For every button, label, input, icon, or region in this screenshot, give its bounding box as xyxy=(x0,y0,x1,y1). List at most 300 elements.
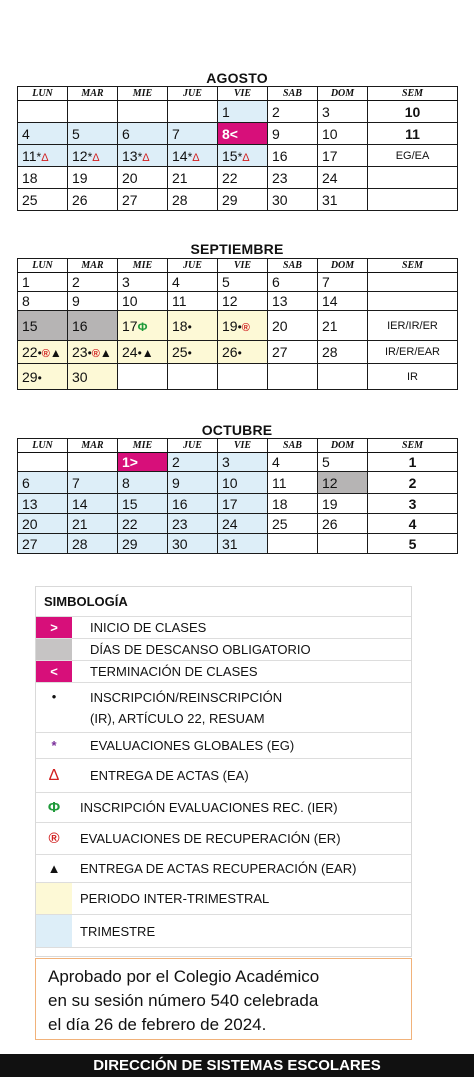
day-marker-icon: • xyxy=(37,370,42,385)
week-row xyxy=(18,472,458,494)
weekday-header: SAB xyxy=(268,87,318,101)
day-marker-icon: ® xyxy=(41,348,50,360)
day-number: 20 xyxy=(272,317,288,334)
day-number: 3 xyxy=(222,454,230,470)
legend-item xyxy=(36,759,411,793)
day-number: 18 xyxy=(22,169,38,186)
day-cell xyxy=(218,453,268,472)
day-number: 3 xyxy=(122,274,130,290)
legend-magenta-icon: < xyxy=(36,661,72,682)
day-cell xyxy=(68,189,118,211)
day-cell xyxy=(18,514,68,534)
day-cell xyxy=(168,189,218,211)
day-cell xyxy=(168,273,218,292)
day-cell xyxy=(218,364,268,390)
day-number: 18 xyxy=(172,317,188,334)
week-number-cell xyxy=(368,341,458,364)
day-cell xyxy=(268,167,318,189)
day-number: 19 xyxy=(222,317,238,334)
week-label: 3 xyxy=(408,495,417,512)
week-number-cell xyxy=(368,534,458,554)
week-row xyxy=(18,145,458,167)
day-number: 14 xyxy=(72,495,88,512)
day-cell xyxy=(318,145,368,167)
day-marker-icon: • xyxy=(187,319,192,334)
legend-item xyxy=(36,915,411,948)
day-marker-icon: * xyxy=(36,149,42,164)
day-number: 28 xyxy=(322,344,338,360)
day-marker-icon: • xyxy=(237,346,242,360)
day-number: 14 xyxy=(322,293,338,309)
legend-dot-icon: ▲ xyxy=(47,861,61,876)
weekday-header: VIE xyxy=(218,259,268,273)
day-number: 27 xyxy=(122,191,138,208)
day-marker-icon: • xyxy=(87,346,92,360)
day-number: 6 xyxy=(122,125,130,142)
day-number: 30 xyxy=(172,535,188,552)
week-number-cell xyxy=(368,514,458,534)
day-marker-icon: * xyxy=(87,149,93,164)
day-cell xyxy=(168,145,218,167)
weekday-header: SEM xyxy=(368,259,458,273)
day-cell xyxy=(18,123,68,145)
day-cell xyxy=(18,453,68,472)
legend-label xyxy=(90,683,282,732)
day-number: 15 xyxy=(222,147,238,164)
day-number: 17 xyxy=(322,147,338,164)
week-number-cell xyxy=(368,364,458,390)
weekday-header: DOM xyxy=(318,259,368,273)
legend-label: TERMINACIÓN DE CLASES xyxy=(90,664,258,679)
week-number-cell xyxy=(368,273,458,292)
weekday-header-row xyxy=(18,259,458,273)
week-label: 2 xyxy=(408,474,417,491)
day-cell xyxy=(168,534,218,554)
day-number: 21 xyxy=(172,169,188,186)
week-row xyxy=(18,364,458,390)
week-label: IR/ER/EAR xyxy=(384,346,440,358)
day-cell xyxy=(318,273,368,292)
week-row xyxy=(18,534,458,554)
week-label: 5 xyxy=(408,535,417,552)
day-number: 10 xyxy=(122,293,138,309)
day-number: 15 xyxy=(22,317,38,334)
day-cell xyxy=(218,145,268,167)
legend-label: TRIMESTRE xyxy=(80,923,156,939)
day-marker-icon: ® xyxy=(241,321,250,334)
legend-red-icon: Δ xyxy=(48,766,60,784)
day-cell xyxy=(118,189,168,211)
weekday-header-row xyxy=(18,87,458,101)
day-number: 13 xyxy=(22,495,38,512)
weekday-header: VIE xyxy=(218,439,268,453)
day-cell xyxy=(118,494,168,514)
day-number: 22 xyxy=(222,169,238,186)
day-cell xyxy=(18,341,68,364)
day-number: 1> xyxy=(122,454,138,470)
legend-dot-icon: • xyxy=(51,689,57,704)
day-number: 9 xyxy=(172,474,180,491)
day-cell xyxy=(218,189,268,211)
legend-gray-icon xyxy=(36,639,72,660)
week-row xyxy=(18,292,458,311)
week-number-cell xyxy=(368,167,458,189)
day-cell xyxy=(318,341,368,364)
day-number: 20 xyxy=(122,169,138,186)
month-title-septiembre: SEPTIEMBRE xyxy=(190,241,284,257)
day-cell xyxy=(318,101,368,123)
day-cell xyxy=(268,189,318,211)
day-number: 25 xyxy=(22,191,38,208)
week-label: 4 xyxy=(408,515,417,532)
day-cell xyxy=(18,494,68,514)
day-cell xyxy=(18,292,68,311)
day-number: 8 xyxy=(122,474,130,491)
weekday-header: MIE xyxy=(118,87,168,101)
day-cell xyxy=(68,292,118,311)
day-cell xyxy=(68,341,118,364)
day-number: 13 xyxy=(272,293,288,309)
week-row xyxy=(18,453,458,472)
legend-title: SIMBOLOGÍA xyxy=(36,587,411,617)
day-number: 13 xyxy=(122,147,138,164)
day-number: 12 xyxy=(222,293,238,309)
weekday-header-row xyxy=(18,439,458,453)
day-marker-icon: • xyxy=(187,346,192,360)
weekday-header: JUE xyxy=(168,439,218,453)
day-cell xyxy=(118,472,168,494)
calendar-septiembre xyxy=(17,258,458,390)
day-number: 11 xyxy=(272,474,287,491)
day-cell xyxy=(68,167,118,189)
day-number: 12 xyxy=(72,147,88,164)
day-number: 23 xyxy=(72,344,88,360)
day-cell xyxy=(268,341,318,364)
day-number: 6 xyxy=(22,474,30,491)
weekday-header: SEM xyxy=(368,439,458,453)
day-cell xyxy=(118,123,168,145)
week-label: 1 xyxy=(408,454,417,470)
day-marker-icon: ▲ xyxy=(49,346,62,360)
day-cell xyxy=(218,273,268,292)
week-row xyxy=(18,494,458,514)
weekday-header: LUN xyxy=(18,439,68,453)
week-number-cell xyxy=(368,311,458,341)
day-number: 3 xyxy=(322,103,330,120)
weekday-header: SAB xyxy=(268,259,318,273)
day-number: 1 xyxy=(22,274,30,290)
day-cell xyxy=(118,273,168,292)
day-cell xyxy=(318,534,368,554)
day-cell xyxy=(18,273,68,292)
day-cell xyxy=(268,514,318,534)
legend-item xyxy=(36,733,411,759)
day-number: 4 xyxy=(272,454,280,470)
day-marker-icon: Δ xyxy=(192,151,200,164)
legend-item xyxy=(36,793,411,823)
day-marker-icon: ® xyxy=(91,348,100,360)
day-cell xyxy=(268,534,318,554)
day-number: 4 xyxy=(172,274,180,290)
legend-label: ENTREGA DE ACTAS (EA) xyxy=(90,768,249,783)
legend-label: ENTREGA DE ACTAS RECUPERACIÓN (EAR) xyxy=(80,861,357,876)
day-cell xyxy=(218,101,268,123)
day-cell xyxy=(168,311,218,341)
day-cell xyxy=(68,123,118,145)
week-label: 10 xyxy=(404,103,421,120)
day-number: 2 xyxy=(72,274,80,290)
day-cell xyxy=(168,472,218,494)
day-number: 24 xyxy=(222,515,238,532)
day-cell xyxy=(18,189,68,211)
week-number-cell xyxy=(368,292,458,311)
day-number: 10 xyxy=(322,125,338,142)
weekday-header: VIE xyxy=(218,87,268,101)
day-cell xyxy=(68,534,118,554)
day-cell xyxy=(68,311,118,341)
day-marker-icon: Δ xyxy=(242,151,250,164)
day-number: 28 xyxy=(172,191,188,208)
legend-green-icon: Φ xyxy=(47,799,61,816)
day-cell xyxy=(168,494,218,514)
day-cell xyxy=(218,292,268,311)
day-number: 8 xyxy=(22,293,30,309)
day-number: 9 xyxy=(72,293,80,309)
legend-label: EVALUACIONES GLOBALES (EG) xyxy=(90,738,295,753)
day-cell xyxy=(118,292,168,311)
day-cell xyxy=(218,167,268,189)
day-cell xyxy=(268,472,318,494)
day-cell xyxy=(318,514,368,534)
legend-label: DÍAS DE DESCANSO OBLIGATORIO xyxy=(90,642,311,657)
legend-item xyxy=(36,639,411,661)
weekday-header: LUN xyxy=(18,259,68,273)
day-cell xyxy=(18,101,68,123)
day-number: 2 xyxy=(172,454,180,470)
day-number: 12 xyxy=(322,474,338,491)
footer-banner: DIRECCIÓN DE SISTEMAS ESCOLARES xyxy=(0,1054,474,1077)
day-cell xyxy=(118,311,168,341)
day-cell xyxy=(68,472,118,494)
day-marker-icon: * xyxy=(187,149,193,164)
day-number: 29 xyxy=(222,191,238,208)
legend-item xyxy=(36,661,411,683)
day-cell xyxy=(318,364,368,390)
day-number: 4 xyxy=(22,125,30,142)
day-cell xyxy=(168,364,218,390)
day-number: 14 xyxy=(172,147,188,164)
day-cell xyxy=(18,534,68,554)
week-row xyxy=(18,167,458,189)
day-marker-icon: ▲ xyxy=(99,346,112,360)
week-number-cell xyxy=(368,453,458,472)
day-number: 25 xyxy=(172,344,188,360)
day-number: 23 xyxy=(272,169,288,186)
day-cell xyxy=(268,494,318,514)
day-cell xyxy=(318,123,368,145)
weekday-header: SAB xyxy=(268,439,318,453)
day-number: 29 xyxy=(22,368,38,385)
day-cell xyxy=(168,123,218,145)
day-number: 15 xyxy=(122,495,138,512)
day-cell xyxy=(118,534,168,554)
day-cell xyxy=(118,101,168,123)
weekday-header: JUE xyxy=(168,259,218,273)
week-label: IER/IR/ER xyxy=(387,319,438,332)
day-cell xyxy=(118,145,168,167)
day-cell xyxy=(218,534,268,554)
day-number: 31 xyxy=(222,535,238,552)
day-cell xyxy=(318,494,368,514)
approval-note-line: el día 26 de febrero de 2024. xyxy=(48,1015,267,1034)
day-number: 27 xyxy=(22,535,38,552)
day-cell xyxy=(218,514,268,534)
day-cell xyxy=(68,494,118,514)
day-cell xyxy=(218,123,268,145)
day-number: 28 xyxy=(72,535,88,552)
calendar-octubre xyxy=(17,438,458,554)
day-cell xyxy=(218,311,268,341)
day-number: 1 xyxy=(222,103,230,120)
week-label: 11 xyxy=(405,125,420,142)
day-number: 16 xyxy=(272,147,288,164)
legend-label: INICIO DE CLASES xyxy=(90,620,207,635)
weekday-header: DOM xyxy=(318,87,368,101)
month-title-agosto: AGOSTO xyxy=(206,70,268,86)
day-number: 26 xyxy=(222,344,238,360)
weekday-header: MAR xyxy=(68,87,118,101)
day-marker-icon: ▲ xyxy=(141,346,154,360)
week-number-cell xyxy=(368,101,458,123)
day-number: 5 xyxy=(72,125,80,142)
weekday-header: JUE xyxy=(168,87,218,101)
day-number: 6 xyxy=(272,274,280,290)
day-cell xyxy=(118,514,168,534)
calendar-agosto xyxy=(17,86,458,211)
day-number: 17 xyxy=(222,495,238,512)
day-cell xyxy=(318,472,368,494)
day-number: 30 xyxy=(72,368,88,385)
day-cell xyxy=(268,145,318,167)
day-number: 16 xyxy=(72,317,88,334)
day-cell xyxy=(68,514,118,534)
day-number: 19 xyxy=(72,169,88,186)
day-cell xyxy=(318,189,368,211)
legend-label: INSCRIPCIÓN EVALUACIONES REC. (IER) xyxy=(80,800,338,815)
weekday-header: SEM xyxy=(368,87,458,101)
legend-blue-icon xyxy=(36,915,72,947)
day-cell xyxy=(268,311,318,341)
day-cell xyxy=(218,494,268,514)
day-cell xyxy=(168,292,218,311)
day-number: 21 xyxy=(72,515,88,532)
day-cell xyxy=(118,167,168,189)
weekday-header: LUN xyxy=(18,87,68,101)
day-cell xyxy=(268,453,318,472)
week-number-cell xyxy=(368,494,458,514)
month-title-octubre: OCTUBRE xyxy=(201,422,273,438)
day-cell xyxy=(68,145,118,167)
day-marker-icon: • xyxy=(137,346,142,360)
day-cell xyxy=(318,292,368,311)
day-cell xyxy=(18,472,68,494)
day-marker-icon: Δ xyxy=(92,151,100,164)
day-cell xyxy=(318,453,368,472)
day-marker-icon: * xyxy=(137,149,143,164)
week-number-cell xyxy=(368,145,458,167)
day-number: 18 xyxy=(272,495,288,512)
day-number: 27 xyxy=(272,344,288,360)
day-number: 29 xyxy=(122,535,138,552)
day-number: 7 xyxy=(72,474,80,491)
day-cell xyxy=(18,167,68,189)
legend-item xyxy=(36,683,411,733)
day-number: 11 xyxy=(172,293,187,309)
day-marker-icon: Δ xyxy=(41,151,49,164)
day-cell xyxy=(18,364,68,390)
day-cell xyxy=(318,311,368,341)
day-cell xyxy=(118,364,168,390)
week-row xyxy=(18,514,458,534)
day-number: 26 xyxy=(322,515,338,532)
day-cell xyxy=(118,453,168,472)
day-marker-icon: Φ xyxy=(137,319,148,334)
day-marker-icon: Δ xyxy=(142,151,150,164)
day-cell xyxy=(218,341,268,364)
day-cell xyxy=(268,123,318,145)
week-number-cell xyxy=(368,189,458,211)
day-marker-icon: • xyxy=(37,346,42,360)
week-number-cell xyxy=(368,472,458,494)
day-number: 21 xyxy=(322,317,338,334)
day-cell xyxy=(68,453,118,472)
day-cell xyxy=(18,311,68,341)
day-cell xyxy=(68,364,118,390)
day-cell xyxy=(18,145,68,167)
week-row xyxy=(18,273,458,292)
day-number: 8< xyxy=(222,125,238,142)
approval-note xyxy=(35,958,412,1040)
day-marker-icon: • xyxy=(237,319,242,334)
legend-item xyxy=(36,617,411,639)
week-row xyxy=(18,341,458,364)
day-number: 5 xyxy=(222,274,230,290)
day-cell xyxy=(268,101,318,123)
day-number: 20 xyxy=(22,515,38,532)
week-row xyxy=(18,189,458,211)
day-number: 24 xyxy=(122,344,138,360)
day-cell xyxy=(168,101,218,123)
day-number: 26 xyxy=(72,191,88,208)
legend-yellow-icon xyxy=(36,883,72,914)
week-row xyxy=(18,311,458,341)
day-cell xyxy=(168,453,218,472)
day-number: 22 xyxy=(122,515,138,532)
weekday-header: MIE xyxy=(118,259,168,273)
day-number: 11 xyxy=(22,147,37,164)
day-cell xyxy=(268,273,318,292)
day-number: 24 xyxy=(322,169,338,186)
day-number: 31 xyxy=(322,191,338,208)
day-cell xyxy=(118,341,168,364)
legend-label: PERIODO INTER-TRIMESTRAL xyxy=(80,891,270,906)
legend-label-line: (IR), ARTÍCULO 22, RESUAM xyxy=(90,710,265,726)
day-number: 9 xyxy=(272,125,280,142)
day-cell xyxy=(168,514,218,534)
approval-note-line: en su sesión número 540 celebrada xyxy=(48,991,319,1010)
weekday-header: DOM xyxy=(318,439,368,453)
day-number: 10 xyxy=(222,474,238,491)
